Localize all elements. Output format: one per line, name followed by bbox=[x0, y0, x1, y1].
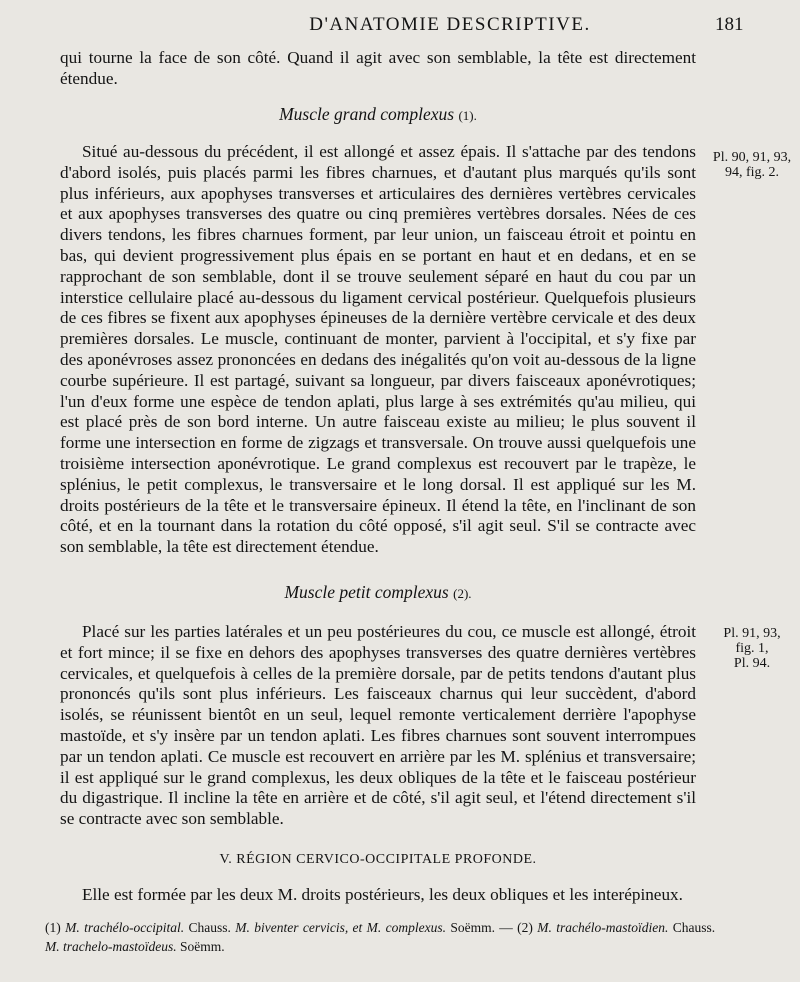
margin-note-line: Pl. 90, 91, 93, bbox=[712, 150, 792, 165]
paragraph-grand-complexus: Situé au-dessous du précédent, il est allongé et assez épais. Il s'attache par des tendons d'abord isolés, puis placés parmi les fibres charnues, et d'autant plus marqués qu'ils sont plus inférieurs, aux apophyses transverses et articulaires des dernières vertèbres cervicales et aux apophyses transverses des quatre ou cinq premières vertèbres dorsales. Nées de ces divers tendons, les fibres charnues forment, par leur union, un faisceau étroit et pointu en bas, qui devient progressivement plus épais en se portant en haut et en dedans, et en se rapprochant de son semblable, dont il se trouve seulement séparé en haut du cou par un interstice cellulaire placé au-dessous du ligament cervical postérieur. Quelquefois plusieurs de ces fibres se fixent aux apophyses épineuses de la dernière vertèbre cervicale et des deux premières dorsales. Le muscle, continuant de monter, parvient à l'occipital, et s'y fixe par des aponévroses assez prononcées en dedans des inégalités qu'on voit au-dessous de la ligne courbe supérieure. Il est partagé, suivant sa longueur, par divers faisceaux aponévrotiques; l'un d'eux forme une espèce de tendon aplati, plus large à ses extrémités qu'au milieu, qui est placé près de son bord interne. Un autre faisceau existe au milieu; le plus souvent il forme une intersection en forme de zigzags et transversale. On trouve aussi quelquefois une troisième intersection aponévrotique. Le grand complexus est recouvert par le trapèze, le splénius, le petit complexus, le transversaire et le long dorsal. Il est appliqué sur les M. droits postérieurs de la tête et le transversaire épineux. Il étend la tête, en l'inclinant de son côté, et en la tournant dans la rotation du côté opposé, s'il agit seul. S'il se contracte avec son semblable, la tête est directement étendue. bbox=[60, 142, 696, 557]
paragraph-petit-complexus: Placé sur les parties latérales et un peu postérieures du cou, ce muscle est allongé, étroit et fort mince; il se fixe en dehors des apophyses transverses des quatre dernières vertèbres cervicales, et quelquefois à celles de la première dorsale, par de petits tendons d'autant plus prononcés qu'ils sont plus inférieurs. Les faisceaux charnus qui leur succèdent, d'abord isolés, se réunissent bientôt en un seul, lequel remonte verticalement derrière l'apophyse mastoïde, et s'y insère par un tendon aplati. Les fibres charnues sont souvent interrompues par un tendon aplati. Ce muscle est recouvert en arrière par les M. splénius et transversaire; il est appliqué sur le grand complexus, les deux obliques de la tête et le faisceau postérieur du digastrique. Il incline la tête en arrière et de côté, s'il agit seul, et l'étend directement s'il se contracte avec son semblable. bbox=[60, 622, 696, 829]
margin-note-plates bbox=[706, 150, 798, 180]
footnote-author: Chauss. bbox=[188, 920, 231, 935]
footnote-ref: (2). bbox=[453, 586, 472, 601]
section-title: Muscle petit complexus bbox=[284, 582, 449, 602]
footnote-author: Chauss. bbox=[672, 920, 716, 935]
running-title: D'ANATOMIE DESCRIPTIVE. bbox=[309, 14, 591, 35]
margin-note-line: Pl. 94. bbox=[733, 656, 771, 671]
footnote-author: Soëmm. bbox=[179, 939, 225, 954]
footnote-term: M. trachélo-occipital. bbox=[65, 920, 185, 935]
footnote-term: M. trachélo-mastoïdien. bbox=[537, 920, 669, 935]
footnote-author: Soëmm. — bbox=[450, 920, 513, 935]
margin-note-line: 94, fig. 2. bbox=[724, 165, 780, 180]
footnote-ref: (1). bbox=[458, 108, 477, 123]
region-title: V. RÉGION CERVICO-OCCIPITALE PROFONDE. bbox=[219, 852, 537, 867]
region-paragraph: Elle est formée par les deux M. droits postérieurs, les deux obliques et les interépineux. bbox=[82, 885, 683, 904]
margin-note-plates bbox=[706, 626, 798, 671]
page-number: 181 bbox=[715, 14, 744, 35]
section-title: Muscle grand complexus bbox=[279, 104, 455, 124]
section-heading-grand-complexus bbox=[60, 104, 696, 125]
margin-note-line: fig. 1, bbox=[735, 641, 769, 656]
footnote-term: M. trachelo-mastoïdeus. bbox=[45, 939, 177, 954]
footnote-mark: (2) bbox=[517, 920, 533, 935]
footnote-term: M. biventer cervicis, et M. complexus. bbox=[235, 920, 446, 935]
continuation-paragraph: qui tourne la face de son côté. Quand il agit avec son semblable, la tête est directement étendue. bbox=[60, 48, 696, 88]
margin-note-line: Pl. 91, 93, bbox=[723, 626, 781, 641]
section-heading-petit-complexus bbox=[60, 582, 696, 603]
footnotes bbox=[45, 918, 715, 956]
footnote-mark: (1) bbox=[45, 920, 61, 935]
